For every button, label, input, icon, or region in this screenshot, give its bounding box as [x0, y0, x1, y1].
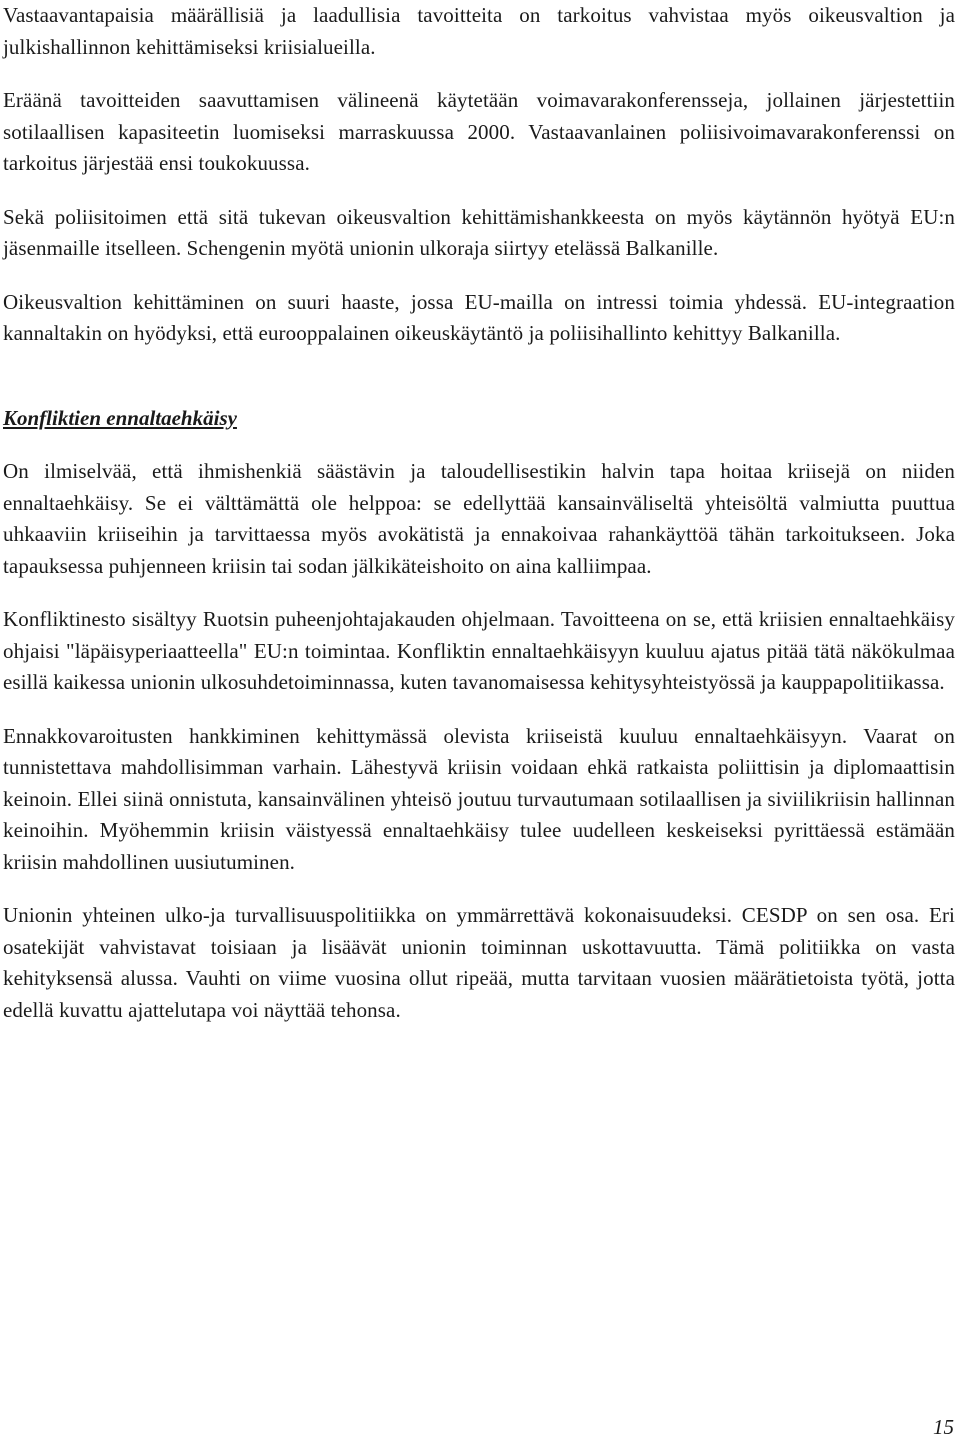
paragraph-rule-of-law: Oikeusvaltion kehittäminen on suuri haaste, jossa EU-mailla on intressi toimia yhdessä. EU-integraation kannaltakin on hyödyksi, että eurooppalainen oikeuskäytäntö ja poliisihallinto kehittyy Balkanilla.: [3, 289, 955, 345]
paragraph-police-benefit: Sekä poliisitoimen että sitä tukevan oikeusvaltion kehittämishankkeesta on myös käytännön hyötyä EU:n jäsenmaille itselleen. Schengenin myötä unionin ulkoraja siirtyy etelässä Balkanille.: [3, 204, 955, 260]
paragraph-goals: Vastaavantapaisia määrällisiä ja laadullisia tavoitteita on tarkoitus vahvistaa myös oikeusvaltion ja julkishallinnon kehittämiseksi kriisialueilla.: [3, 3, 955, 59]
paragraph-cfsp: Unionin yhteinen ulko-ja turvallisuuspolitiikka on ymmärrettävä kokonaisuudeksi. CESDP on sen osa. Eri osatekijät vahvistavat toisiaan ja lisäävät unionin toiminnan uskottavuutta. Tämä politiikka on vasta kehityksensä alussa. Vauhti on viime vuosina ollut ripeää, mutta tarvitaan vuosien määrätietoista työtä, jotta edellä kuvattu ajattelutapa voi näyttää tehonsa.: [3, 903, 955, 1022]
paragraph-resource-conferences: Eräänä tavoitteiden saavuttamisen välineenä käytetään voimavarakonferensseja, jollainen järjestettiin sotilaallisen kapasiteetin luomiseksi marraskuussa 2000. Vastaavanlainen poliisivoimavarakonferenssi on tarkoitus järjestää ensi toukokuussa.: [3, 88, 955, 175]
section-heading: Konfliktien ennaltaehkäisy: [3, 405, 237, 430]
page-number: 15: [933, 1415, 954, 1439]
document-page: [3, 0, 955, 1048]
paragraph-early-warning: Ennakkovaroitusten hankkiminen kehittymässä olevista kriiseistä kuuluu ennaltaehkäisyyn. Vaarat on tunnistettava mahdollisimman varhain. Lähestyvä kriisin voidaan ehkä ratkaista poliittisin ja diplomaattisin keinoin. Ellei siinä onnistuta, kansainvälinen yhteisö joutuu turvautumaan sotilaallisen ja siviilikriisin hallinnan keinoihin. Myöhemmin kriisin väistyessä ennaltaehkäisy tulee uudelleen keskeiseksi pyrittäessä estämään kriisin mahdollinen uusiutuminen.: [3, 723, 955, 874]
paragraph-swedish-presidency: Konfliktinesto sisältyy Ruotsin puheenjohtajakauden ohjelmaan. Tavoitteena on se, että kriisien ennaltaehkäisy ohjaisi "läpäisyperiaatteella" EU:n toimintaa. Konfliktin ennaltaehkäisyyn kuuluu ajatus pitää tätä näkökulmaa esillä kaikessa unionin ulkosuhdetoiminnassa, kuten tavanomaisessa kehitysyhteistyössä ja kauppapolitiikassa.: [3, 607, 955, 694]
paragraph-prevention-cost: On ilmiselvää, että ihmishenkiä säästävin ja taloudellisestikin halvin tapa hoitaa kriisejä on niiden ennaltaehkäisy. Se ei välttämättä ole helppoa: se edellyttää kansainväliseltä yhteisöltä valmiutta puuttua uhkaaviin kriiseihin ja tarvittaessa myös avokätistä ja ennakoivaa rahankäyttöä tähän tarkoitukseen. Joka tapauksessa puhjenneen kriisin tai sodan jälkikäteishoito on aina kalliimpaa.: [3, 459, 955, 578]
